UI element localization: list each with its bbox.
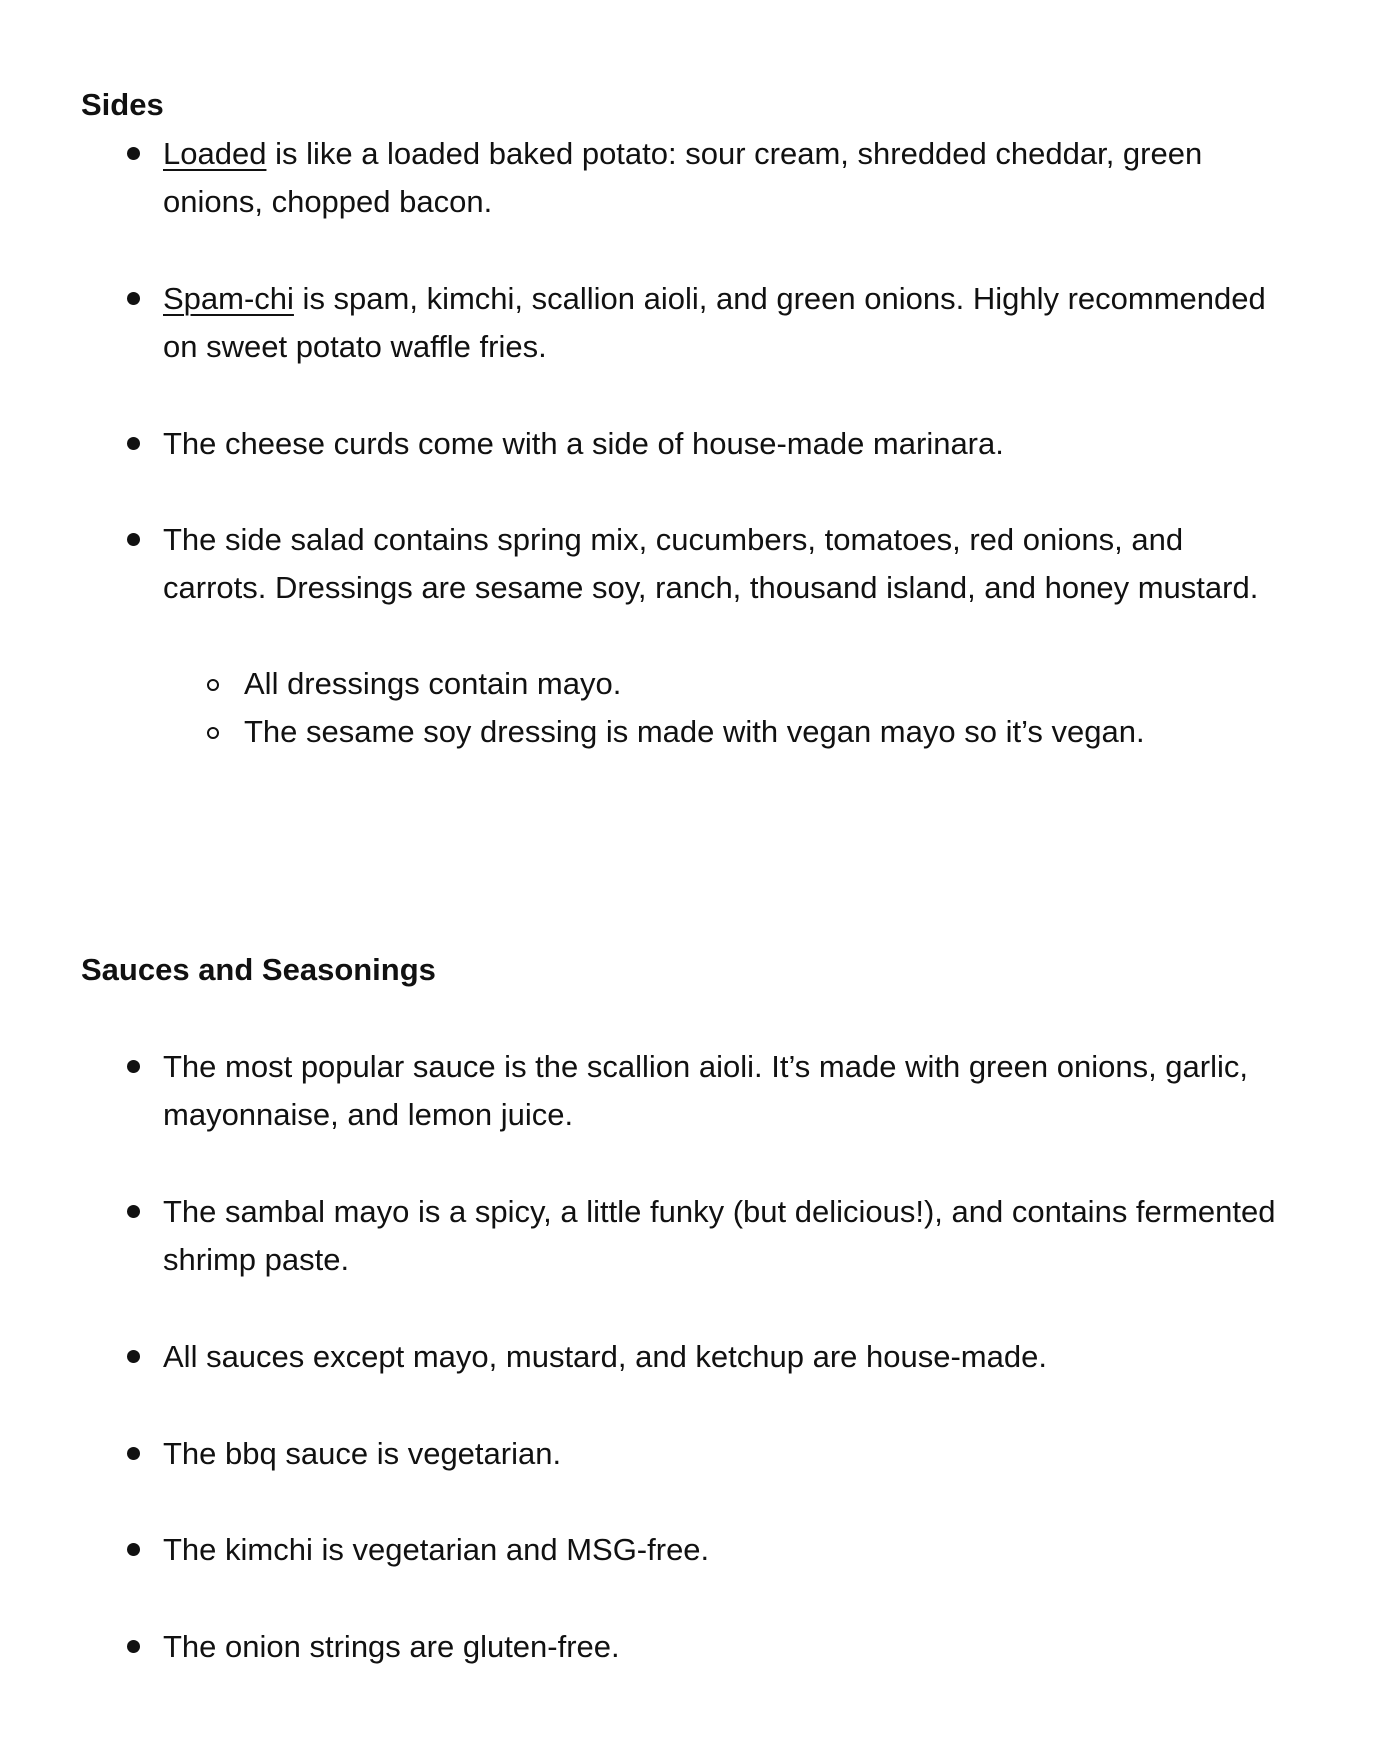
sub-item-text: All dressings contain mayo. bbox=[244, 666, 622, 701]
item-text: All sauces except mayo, mustard, and ketchup are house-made. bbox=[163, 1339, 1047, 1374]
bullet-icon bbox=[127, 1640, 140, 1653]
item-text: The side salad contains spring mix, cucumbers, tomatoes, red onions, and carrots. Dressings are sesame soy, ranch, thousand island, and honey mustard. bbox=[163, 522, 1259, 605]
item-text: The kimchi is vegetarian and MSG-free. bbox=[163, 1532, 710, 1567]
list-item-loaded bbox=[163, 130, 1293, 226]
list-item-cheese-curds bbox=[163, 420, 1293, 468]
bullet-icon bbox=[127, 437, 140, 450]
item-text: The most popular sauce is the scallion aioli. It’s made with green onions, garlic, mayonnaise, and lemon juice. bbox=[163, 1049, 1248, 1132]
list-item-kimchi bbox=[163, 1526, 1293, 1574]
list-item-spam-chi bbox=[163, 275, 1293, 371]
hollow-bullet-icon bbox=[207, 727, 219, 739]
bullet-icon bbox=[127, 292, 140, 305]
bullet-icon bbox=[127, 1060, 140, 1073]
bullet-icon bbox=[127, 1543, 140, 1556]
item-text: The cheese curds come with a side of house-made marinara. bbox=[163, 426, 1004, 461]
sub-item-dressings-mayo bbox=[244, 660, 1324, 708]
list-item-onion-strings bbox=[163, 1623, 1293, 1671]
item-text: is like a loaded baked potato: sour cream, shredded cheddar, green onions, chopped bacon. bbox=[163, 136, 1203, 219]
bullet-icon bbox=[127, 1350, 140, 1363]
list-item-house-made-sauces bbox=[163, 1333, 1293, 1381]
item-text: The onion strings are gluten-free. bbox=[163, 1629, 620, 1664]
sub-item-text: The sesame soy dressing is made with vegan mayo so it’s vegan. bbox=[244, 714, 1145, 749]
bullet-icon bbox=[127, 533, 140, 546]
list-item-sambal-mayo bbox=[163, 1188, 1293, 1284]
bullet-icon bbox=[127, 1447, 140, 1460]
list-item-scallion-aioli bbox=[163, 1043, 1293, 1139]
item-text: The bbq sauce is vegetarian. bbox=[163, 1436, 562, 1471]
list-item-bbq-sauce bbox=[163, 1430, 1293, 1478]
item-term: Loaded bbox=[163, 136, 267, 171]
section-heading-sides: Sides bbox=[81, 87, 164, 122]
item-text: The sambal mayo is a spicy, a little funky (but delicious!), and contains fermented shrimp paste. bbox=[163, 1194, 1276, 1277]
bullet-icon bbox=[127, 1205, 140, 1218]
sub-item-sesame-soy-vegan bbox=[244, 708, 1324, 756]
item-term: Spam-chi bbox=[163, 281, 294, 316]
bullet-icon bbox=[127, 147, 140, 160]
item-text: is spam, kimchi, scallion aioli, and green onions. Highly recommended on sweet potato waffle fries. bbox=[163, 281, 1266, 364]
hollow-bullet-icon bbox=[207, 679, 219, 691]
section-heading-sauces: Sauces and Seasonings bbox=[81, 952, 436, 987]
list-item-side-salad bbox=[163, 516, 1283, 612]
